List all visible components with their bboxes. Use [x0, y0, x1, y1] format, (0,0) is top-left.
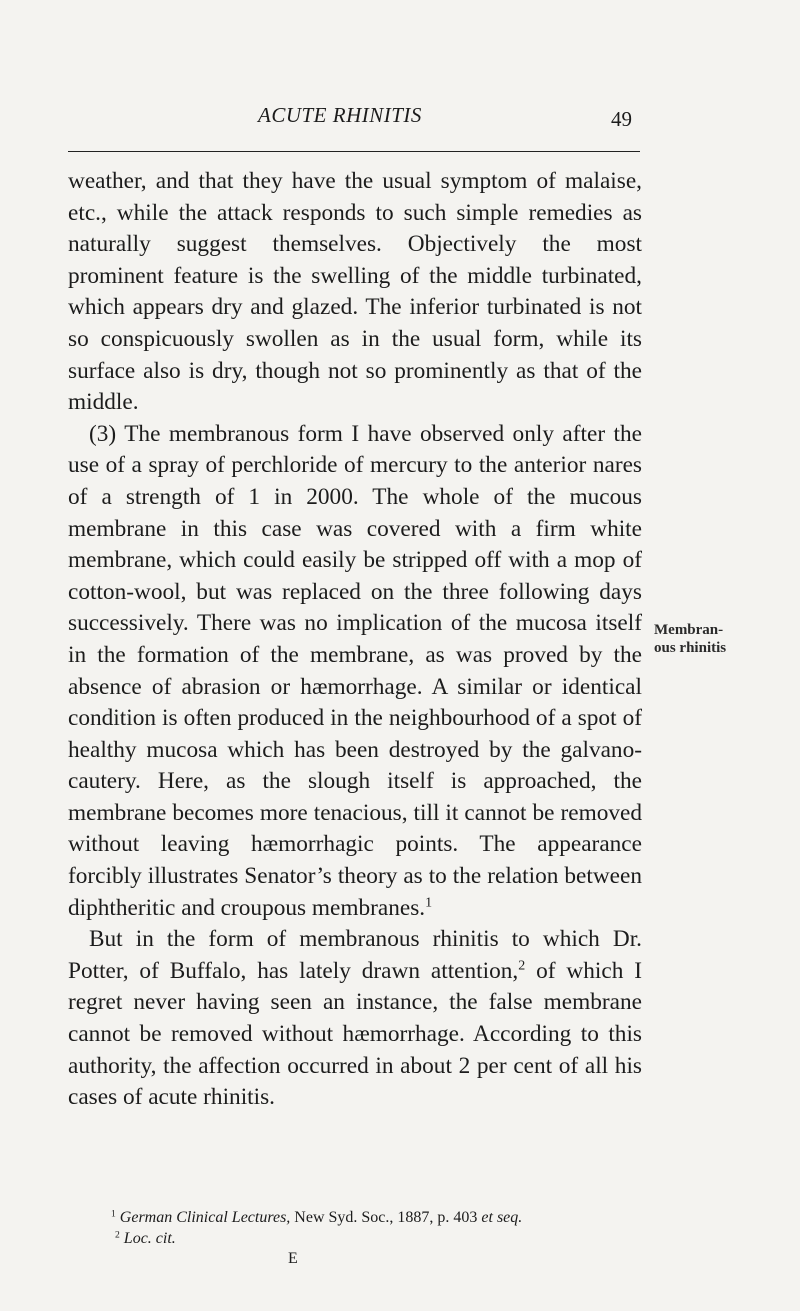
footnote-tail: et seq. [481, 1209, 523, 1226]
footnote [68, 1228, 668, 1249]
footnote-text: New Syd. Soc., 1887, p. 403 [290, 1209, 482, 1226]
footnote-mark: 2 [115, 1229, 120, 1241]
paragraph-text: of which I regret never having seen an instance, the false membrane cannot be removed without hæmorrhage. According to this authority, the affection occurred in about 2 per cent of all his cases of acute rhinitis. [68, 957, 643, 1111]
paragraph [68, 419, 642, 925]
margin-note [654, 621, 800, 657]
signature-mark: E [288, 1250, 298, 1267]
running-header [68, 103, 632, 133]
paragraph-text: (3) The membranous form I have observed only after the use of a spray of perchloride of mercury to the anterior nares of a strength of 1 in 2000. The whole of the mucous membrane in this case was covered with a firm white membrane, which could easily be stripped off with a mop of cotton-wool, but was replaced on the three following days successively. There was no implication of the mucosa itself in the formation of the membrane, as was proved by the absence of abrasion or hæmorrhage. A similar or identical condition is often produced in the neighbourhood of a spot of healthy mucosa which has been destroyed by the galvano-cautery. Here, as the slough itself is approached, the membrane becomes more tenacious, till it cannot be removed without leaving hæmorrhagic points. The appearance forcibly illustrates Senator’s theory as to the relation between diphtheritic and croupous membranes. [68, 420, 642, 921]
footnote-ref: 2 [518, 958, 526, 974]
margin-note-line: Membran- [654, 622, 724, 638]
footnote-title: Loc. cit. [123, 1230, 176, 1247]
footnote-mark: 1 [111, 1208, 116, 1220]
paragraph-text: But in the form of membranous rhinitis to which Dr. Potter, of Buffalo, has lately drawn attention, [68, 926, 642, 984]
margin-note-line: ous rhinitis [654, 640, 727, 656]
footnote-ref: 1 [425, 895, 433, 911]
footnotes [68, 1207, 668, 1249]
paragraph: weather, and that they have the usual symptom of malaise, etc., while the attack responds to such simple remedies as naturally suggest themselves. Objectively the most prominent feature is the swelling of the middle turbinated, which appears dry and glazed. The inferior turbinated is not so conspicuously swollen as in the usual form, while its surface also is dry, though not so prominently as that of the middle. [68, 168, 642, 416]
footnote [68, 1207, 668, 1228]
running-head: ACUTE RHINITIS [258, 103, 422, 127]
page-number: 49 [611, 107, 632, 131]
paragraph [68, 924, 642, 1114]
footnote-title: German Clinical Lectures, [119, 1209, 291, 1226]
body-text [68, 166, 642, 1114]
header-rule [68, 151, 640, 152]
